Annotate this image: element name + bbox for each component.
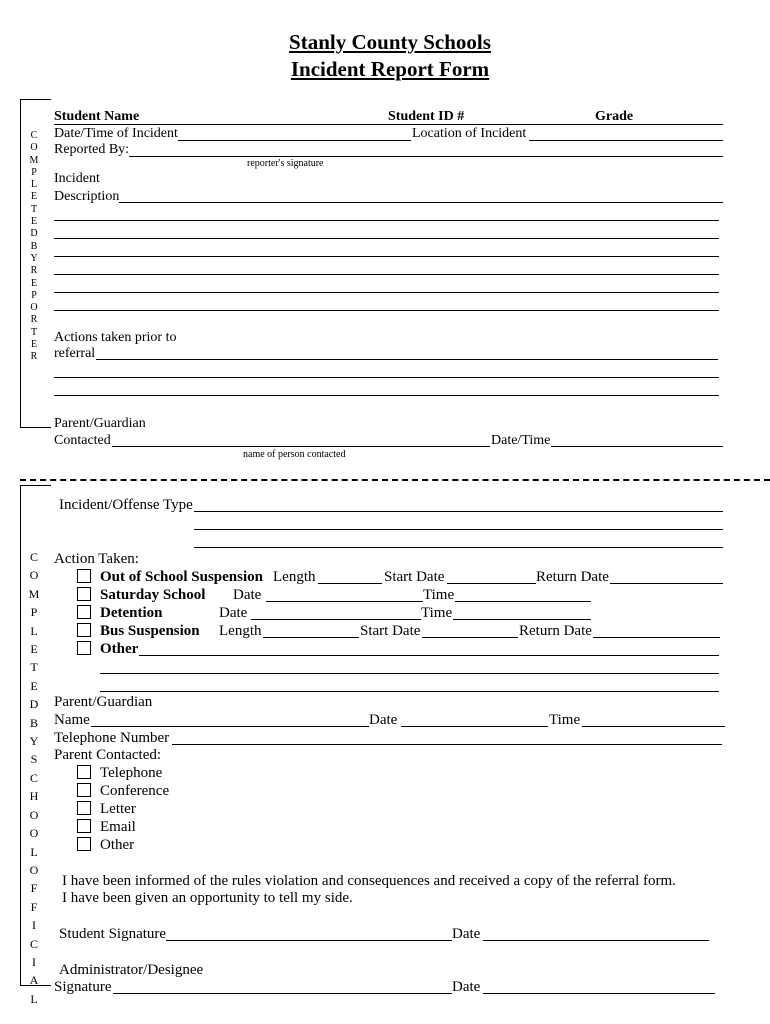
- student-signature-field[interactable]: [166, 940, 452, 941]
- conference-label: Conference: [100, 783, 170, 799]
- bus-return-field[interactable]: [593, 637, 720, 638]
- side-label-letter: E: [30, 642, 38, 657]
- side-label-letter: Y: [30, 252, 38, 264]
- saturday-date-label: Date: [233, 587, 262, 603]
- student-id-label: Student ID #: [388, 109, 465, 124]
- date-time-incident-label: Date/Time of Incident: [54, 126, 178, 141]
- saturday-school-label: Saturday School: [100, 587, 206, 603]
- date-time-field[interactable]: [551, 446, 723, 447]
- incident-label: Incident: [54, 171, 100, 186]
- description-label-text: Description: [54, 189, 120, 204]
- saturday-time-field[interactable]: [455, 601, 591, 602]
- student-sig-date-field[interactable]: [483, 940, 709, 941]
- official-date-label: Date: [369, 712, 398, 728]
- other-action-field[interactable]: [139, 655, 719, 656]
- detention-label: Detention: [100, 605, 163, 621]
- description-line[interactable]: [54, 220, 719, 221]
- grade-label: Grade: [595, 109, 634, 124]
- telephone-number-field[interactable]: [172, 744, 722, 745]
- referral-label: referral: [54, 346, 96, 361]
- side-label-letter: P: [31, 289, 37, 301]
- section-separator: [20, 479, 770, 481]
- side-label-letter: E: [30, 678, 38, 693]
- email-label: Email: [100, 819, 136, 835]
- side-label-letter: O: [30, 142, 38, 154]
- parent-contacted-label: Parent Contacted:: [54, 747, 162, 763]
- side-label-letter: C: [29, 770, 38, 785]
- description-line[interactable]: [54, 292, 719, 293]
- official-side-label: [27, 548, 41, 1008]
- bus-suspension-checkbox[interactable]: [77, 623, 91, 637]
- official-date-field[interactable]: [401, 726, 548, 727]
- side-label-letter: L: [30, 623, 38, 638]
- description-line[interactable]: [54, 238, 719, 239]
- side-label-letter: O: [29, 862, 39, 877]
- official-parent-guardian-label: Parent/Guardian: [54, 694, 153, 710]
- side-label-letter: D: [29, 697, 39, 712]
- side-label-letter: D: [30, 228, 38, 240]
- side-label-letter: B: [30, 240, 38, 252]
- other-contact-label: Other: [100, 837, 135, 853]
- official-name-field[interactable]: [91, 726, 369, 727]
- telephone-checkbox[interactable]: [77, 765, 91, 779]
- side-label-letter: O: [29, 568, 39, 583]
- side-label-letter: L: [30, 844, 38, 859]
- side-label-letter: S: [30, 752, 38, 767]
- side-label-letter: E: [30, 339, 38, 351]
- letter-label: Letter: [100, 801, 136, 817]
- description-line[interactable]: [54, 274, 719, 275]
- form-subtitle: Incident Report Form: [290, 57, 490, 81]
- side-label-letter: F: [30, 881, 38, 896]
- email-checkbox[interactable]: [77, 819, 91, 833]
- side-label-letter: R: [30, 314, 38, 326]
- letter-checkbox[interactable]: [77, 801, 91, 815]
- form-title: Stanly County Schools: [289, 30, 491, 54]
- actions-line[interactable]: [54, 377, 719, 378]
- conference-checkbox[interactable]: [77, 783, 91, 797]
- side-label-letter: T: [30, 660, 38, 675]
- detention-time-field[interactable]: [453, 619, 591, 620]
- detention-date-field[interactable]: [251, 619, 421, 620]
- side-label-letter: T: [30, 326, 38, 338]
- offense-type-field[interactable]: [194, 529, 723, 530]
- other-action-field[interactable]: [100, 691, 719, 692]
- name-contacted-caption: name of person contacted: [243, 449, 346, 460]
- side-label-letter: E: [30, 191, 38, 203]
- saturday-date-field[interactable]: [266, 601, 423, 602]
- other-contact-checkbox[interactable]: [77, 837, 91, 851]
- oss-label: Out of School Suspension: [100, 569, 263, 585]
- bus-suspension-label: Bus Suspension: [100, 623, 200, 639]
- contacted-field[interactable]: [112, 446, 490, 447]
- reporter-side-label: [27, 130, 41, 364]
- side-label-letter: R: [30, 265, 38, 277]
- admin-date-label: Date: [452, 979, 481, 995]
- bus-length-field[interactable]: [263, 637, 359, 638]
- official-time-field[interactable]: [582, 726, 725, 727]
- side-label-letter: P: [30, 605, 38, 620]
- side-label-letter: O: [29, 826, 39, 841]
- side-label-letter: P: [31, 166, 37, 178]
- side-label-letter: L: [30, 179, 38, 191]
- action-taken-label: Action Taken:: [54, 551, 139, 567]
- side-label-letter: O: [29, 807, 39, 822]
- location-label: Location of Incident: [412, 126, 527, 141]
- actions-prior-label: Actions taken prior to: [54, 330, 177, 345]
- side-label-letter: L: [30, 991, 38, 1006]
- side-label-letter: I: [32, 954, 36, 969]
- actions-line[interactable]: [54, 395, 719, 396]
- detention-time-label: Time: [421, 605, 453, 621]
- oss-checkbox[interactable]: [77, 569, 91, 583]
- oss-start-label: Start Date: [384, 569, 445, 585]
- side-label-letter: I: [32, 918, 36, 933]
- saturday-school-checkbox[interactable]: [77, 587, 91, 601]
- bus-start-field[interactable]: [422, 637, 518, 638]
- location-field[interactable]: [529, 140, 723, 141]
- bus-return-label: Return Date: [519, 623, 592, 639]
- oss-start-field[interactable]: [447, 583, 536, 584]
- telephone-label: Telephone: [100, 765, 163, 781]
- oss-length-label: Length: [273, 569, 316, 585]
- oss-return-label: Return Date: [536, 569, 609, 585]
- parent-guardian-label: Parent/Guardian: [54, 416, 146, 431]
- admin-date-field[interactable]: [483, 993, 715, 994]
- saturday-time-label: Time: [423, 587, 455, 603]
- side-label-letter: C: [30, 130, 38, 141]
- statement-informed: I have been informed of the rules violation and consequences and received a copy of the referral form.: [62, 873, 676, 889]
- student-name-label: Student Name: [54, 109, 140, 124]
- actions-line[interactable]: [96, 359, 718, 360]
- offense-type-label: Incident/Offense Type: [59, 497, 193, 513]
- student-signature-label: Student Signature: [59, 926, 167, 942]
- oss-length-field[interactable]: [318, 583, 382, 584]
- contacted-label: Contacted: [54, 433, 111, 448]
- side-label-letter: A: [29, 973, 39, 988]
- official-name-label: Name: [54, 712, 90, 728]
- side-label-letter: C: [29, 550, 38, 564]
- admin-signature-label: Signature: [54, 979, 112, 995]
- bus-start-label: Start Date: [360, 623, 421, 639]
- admin-signature-field[interactable]: [113, 993, 452, 994]
- official-time-label: Time: [549, 712, 581, 728]
- other-action-checkbox[interactable]: [77, 641, 91, 655]
- offense-type-field[interactable]: [194, 511, 723, 512]
- oss-return-field[interactable]: [610, 583, 723, 584]
- description-line[interactable]: [119, 202, 723, 203]
- date-time-incident-field[interactable]: [178, 140, 411, 141]
- other-action-label: Other: [100, 641, 139, 657]
- date-time-label: Date/Time: [491, 433, 551, 448]
- description-line[interactable]: [54, 310, 719, 311]
- side-label-letter: M: [28, 586, 40, 601]
- reported-by-field[interactable]: [129, 156, 723, 157]
- detention-checkbox[interactable]: [77, 605, 91, 619]
- side-label-letter: R: [30, 351, 38, 363]
- student-sig-date-label: Date: [452, 926, 481, 942]
- telephone-number-label: Telephone Number: [54, 730, 170, 746]
- administrator-label: Administrator/Designee: [59, 962, 204, 978]
- side-label-letter: Y: [29, 734, 39, 749]
- bus-length-label: Length: [219, 623, 262, 639]
- detention-date-label: Date: [219, 605, 248, 621]
- side-label-letter: E: [30, 277, 38, 289]
- statement-opportunity: I have been given an opportunity to tell my side.: [62, 890, 353, 906]
- offense-type-field[interactable]: [194, 547, 723, 548]
- other-action-field[interactable]: [100, 673, 719, 674]
- side-label-letter: E: [30, 216, 38, 228]
- description-line[interactable]: [54, 256, 719, 257]
- side-label-letter: T: [30, 203, 38, 215]
- side-label-letter: B: [29, 715, 38, 730]
- side-label-letter: O: [30, 302, 38, 314]
- reported-by-label: Reported By:: [54, 142, 130, 157]
- side-label-letter: C: [29, 936, 38, 951]
- side-label-letter: H: [29, 789, 39, 804]
- side-label-letter: M: [29, 154, 39, 166]
- side-label-letter: F: [30, 899, 38, 914]
- reporter-signature-caption: reporter's signature: [247, 158, 324, 169]
